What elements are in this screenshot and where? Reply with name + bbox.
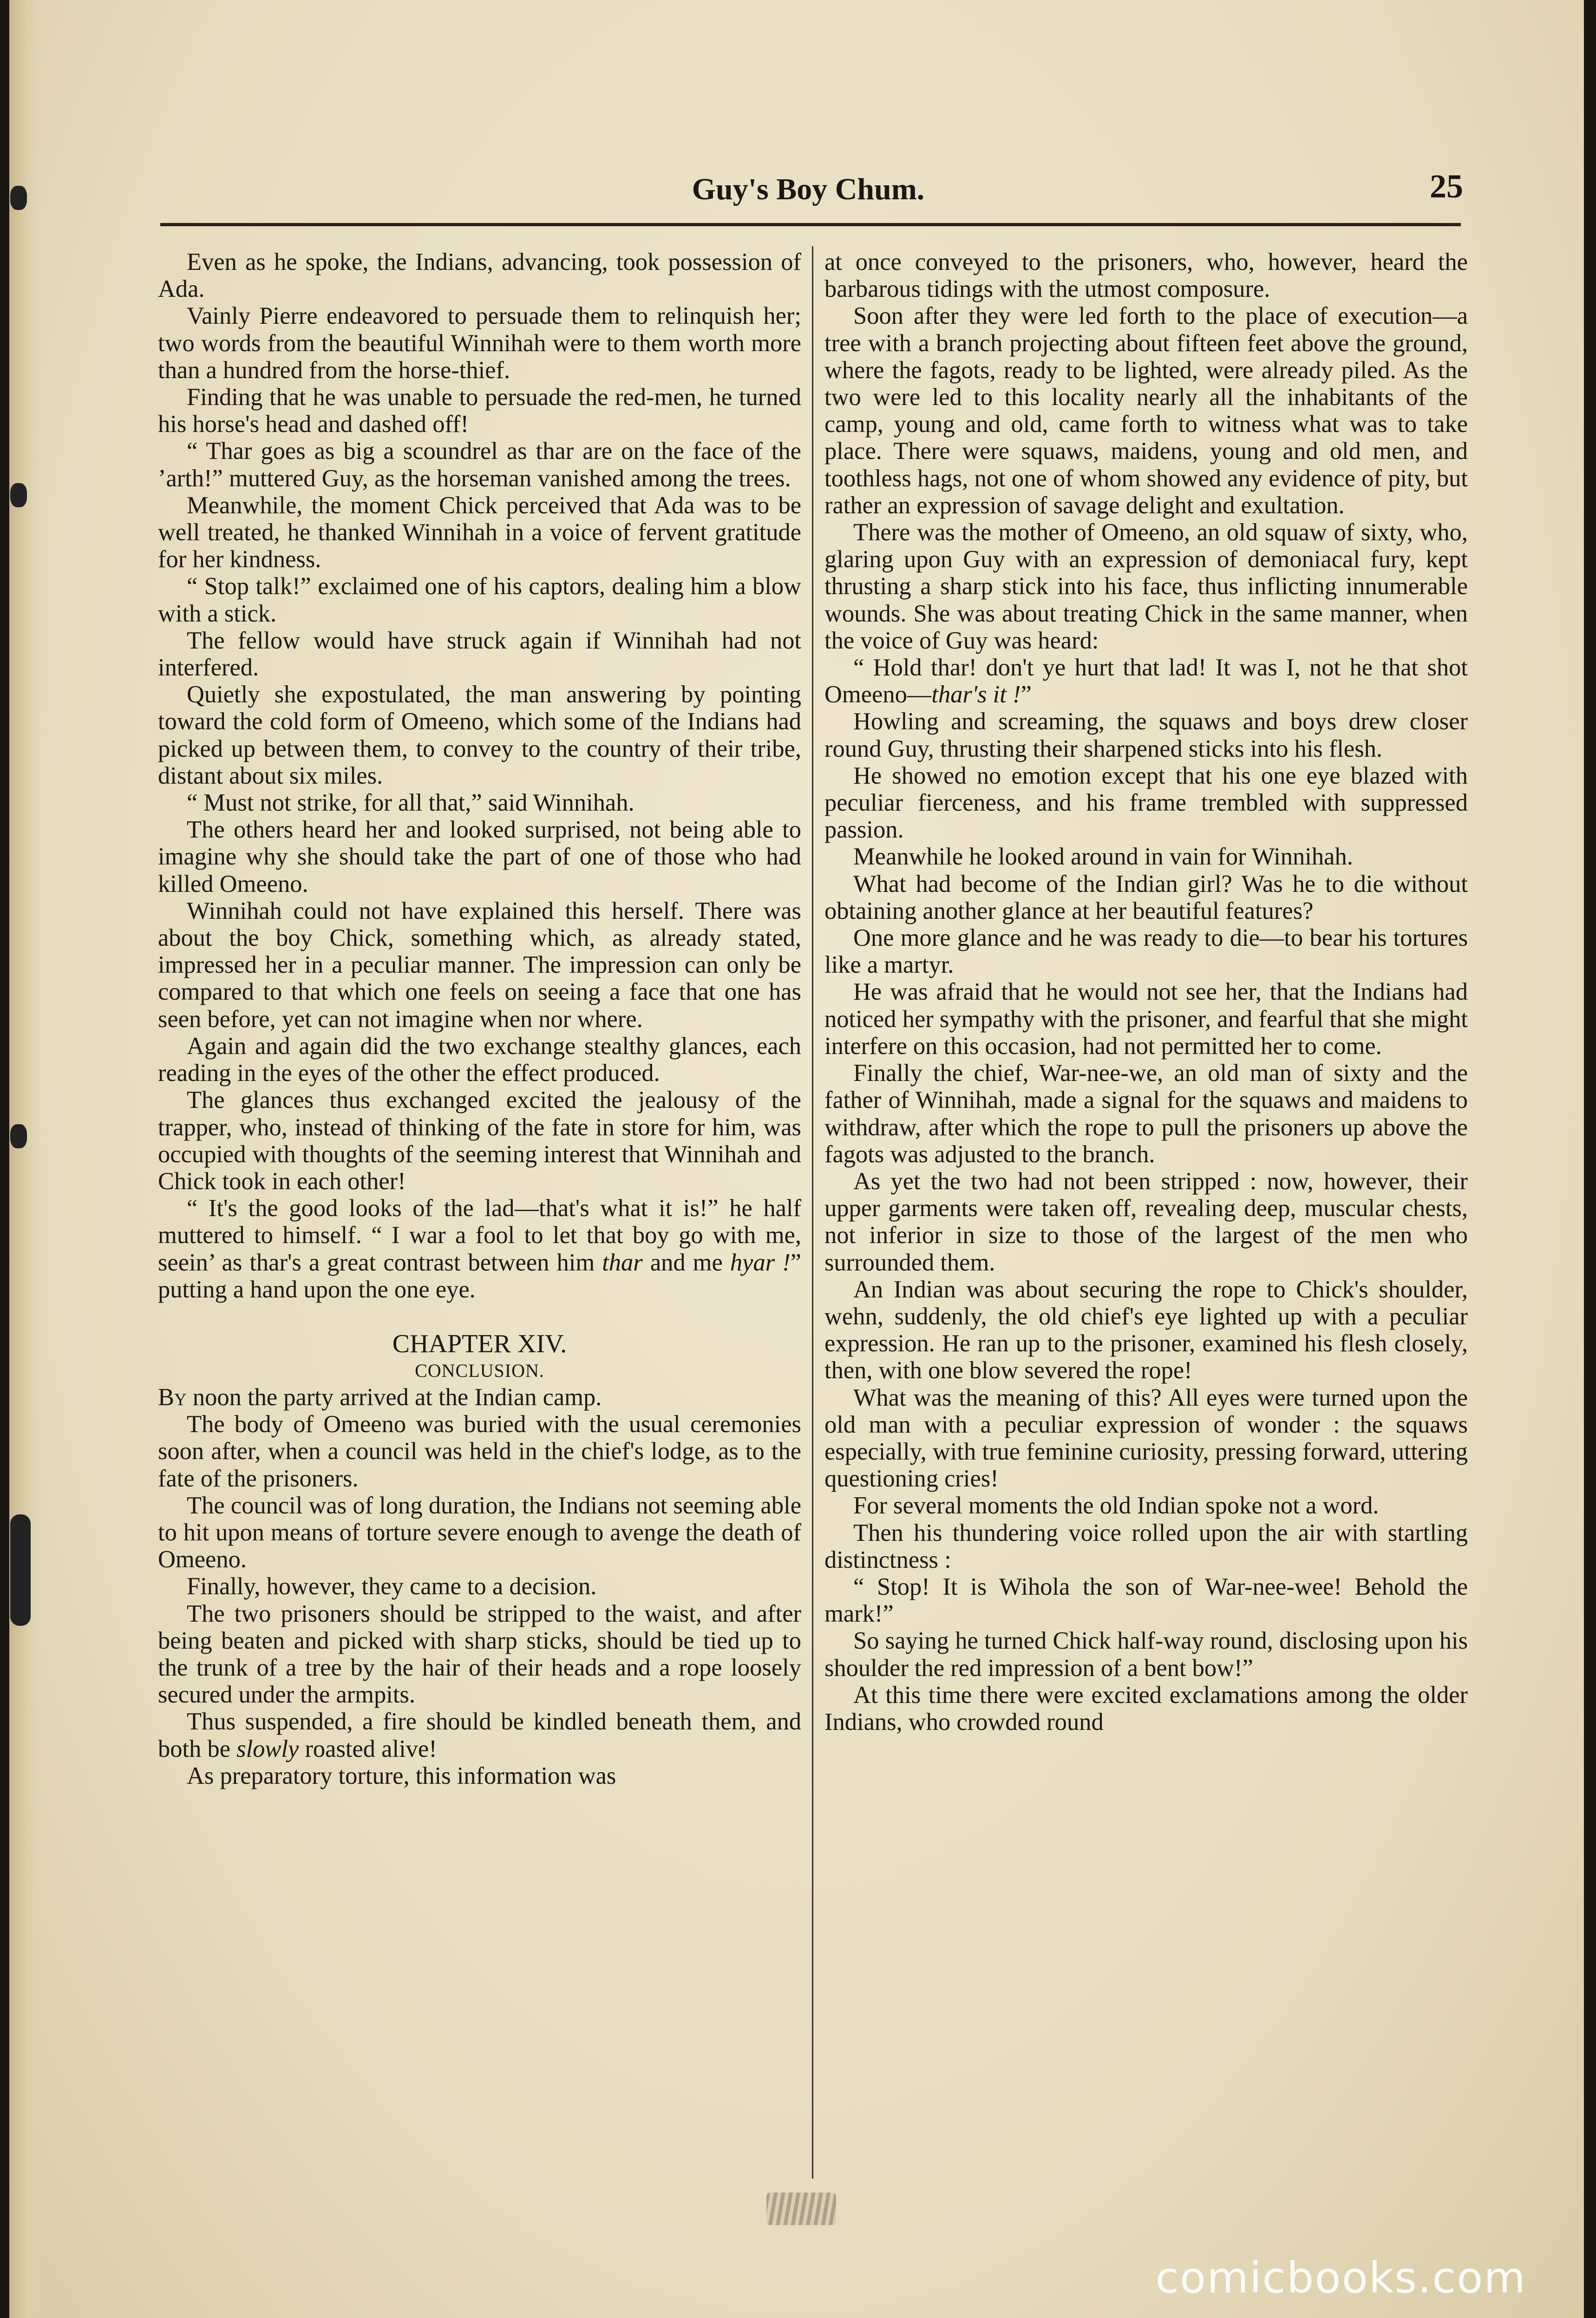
paragraph: As yet the two had not been stripped : now, however, their upper garments were taken off, revealing deep, muscular chests, not inferior in size to those of the largest of the men who surrounded them. — [824, 1167, 1468, 1276]
paragraph: What was the meaning of this? All eyes were turned upon the old man with a peculiar expression of wonder : the squaws especially, with true feminine curiosity, pressing forward, uttering questioning cries! — [824, 1384, 1468, 1493]
right-text-column — [824, 249, 1468, 2176]
paragraph: “ Thar goes as big a scoundrel as thar are on the face of the ’arth!” muttered Guy, as the horseman vanished among the trees. — [158, 438, 801, 492]
page-number: 25 — [1430, 168, 1463, 205]
column-divider — [812, 246, 813, 2179]
paragraph: Thus suspended, a fire should be kindled beneath them, and both be slowly roasted alive! — [158, 1708, 801, 1762]
paragraph: Then his thundering voice rolled upon the air with startling distinctness : — [824, 1519, 1468, 1573]
binding-hole — [10, 186, 27, 210]
paragraph: The council was of long duration, the Indians not seeming able to hit upon means of torture severe enough to avenge the death of Omeeno. — [158, 1492, 801, 1573]
paragraph: Finding that he was unable to persuade the red-men, he turned his horse's head and dashed off! — [158, 384, 801, 438]
left-paragraphs-after-chapter — [158, 1411, 801, 1708]
paragraph: Finally the chief, War-nee-we, an old man of sixty and the father of Winnihah, made a signal for the squaws and maidens to withdraw, after which the rope to pull the prisoners up above the fagots was adjusted to the branch. — [824, 1060, 1468, 1168]
paragraph: The glances thus exchanged excited the jealousy of the trapper, who, instead of thinking of the fate in store for him, was occupied with thoughts of the seeming interest that Winnihah and Chick took in each other! — [158, 1087, 801, 1195]
page-header — [158, 167, 1463, 218]
paragraph: “ Must not strike, for all that,” said Winnihah. — [187, 789, 634, 817]
continued-paragraph: at once conveyed to the prisoners, who, however, heard the barbarous tidings with the utmost composure. — [824, 249, 1468, 303]
binding-tear — [10, 1514, 31, 1626]
paragraph: There was the mother of Omeeno, an old squaw of sixty, who, glaring upon Guy with an expression of demoniacal fury, kept thrusting a sharp stick into his face, thus inflicting innumerable wounds. She was about treating Chick in the same manner, when the voice of Guy was heard: — [824, 519, 1468, 654]
paragraph: For several moments the old Indian spoke not a word. — [853, 1492, 1379, 1519]
paragraph: At this time there were excited exclamations among the older Indians, who crowded round — [824, 1681, 1468, 1735]
chapter-opening-paragraph: By noon the party arrived at the Indian camp. — [158, 1383, 602, 1411]
binding-hole — [10, 1124, 27, 1148]
paragraph: So saying he turned Chick half-way round, disclosing upon his shoulder the red impression of a bent bow!” — [824, 1627, 1468, 1682]
printer-mark — [766, 2193, 836, 2225]
paragraph: Finally, however, they came to a decision. — [187, 1573, 597, 1600]
right-paragraphs-a — [824, 302, 1468, 654]
paragraph: Howling and screaming, the squaws and boys drew closer round Guy, thrusting their sharpened sticks into his flesh. — [824, 708, 1468, 762]
paragraph: He showed no emotion except that his one eye blazed with peculiar fierceness, and his frame trembled with suppressed passion. — [824, 762, 1468, 844]
paragraph: Meanwhile, the moment Chick perceived that Ada was to be well treated, he thanked Winnihah in a voice of fervent gratitude for her kindness. — [158, 491, 801, 573]
paragraph: Soon after they were led forth to the place of execution—a tree with a branch projecting about fifteen feet above the ground, where the fagots, ready to be lighted, were already piled. As the two were led to this locality nearly all the inhabitants of the camp, young and old, came forth to witness what was to take place. There were squaws, maidens, young and old men, and toothless hags, not one of whom showed any evidence of pity, but rather an expression of savage delight and exultation. — [824, 302, 1468, 519]
page-left-edge — [9, 0, 42, 2318]
paragraph: What had become of the Indian girl? Was he to die without obtaining another glance at her beautiful features? — [824, 870, 1468, 924]
paragraph: “ Stop! It is Wihola the son of War-nee-wee! Behold the mark!” — [824, 1573, 1468, 1628]
paragraph: Again and again did the two exchange stealthy glances, each reading in the eyes of the other the effect produced. — [158, 1032, 801, 1087]
paragraph: He was afraid that he would not see her, that the Indians had noticed her sympathy with the prisoner, and fearful that she might interfere on this occasion, had not permitted her to come. — [824, 978, 1468, 1060]
running-title: Guy's Boy Chum. — [692, 172, 925, 206]
right-paragraphs-b — [824, 708, 1468, 1735]
paragraph: The body of Omeeno was buried with the usual ceremonies soon after, when a council was held in the chief's lodge, as to the fate of the prisoners. — [158, 1411, 801, 1492]
watermark: comicbooks.com — [1155, 2253, 1526, 2303]
paragraph: The two prisoners should be stripped to the waist, and after being beaten and picked with sharp sticks, should be tied up to the trunk of a tree by the hair of their heads and a rope loosely secured under the armpits. — [158, 1600, 801, 1709]
left-paragraphs-before-chapter — [158, 249, 801, 1195]
paragraph: One more glance and he was ready to die—to bear his tortures like a martyr. — [824, 924, 1468, 979]
paragraph: Vainly Pierre endeavored to persuade them to relinquish her; two words from the beautiful Winnihah were to them worth more than a hundred from the horse-thief. — [158, 302, 801, 384]
chapter-subtitle: CONCLUSION. — [415, 1360, 544, 1381]
paragraph: Quietly she expostulated, the man answering by pointing toward the cold form of Omeeno, which some of the Indians had picked up between them, to convey to the country of their tribe, distant about six miles. — [158, 681, 801, 789]
left-text-column — [158, 249, 801, 2176]
paragraph: “ Stop talk!” exclaimed one of his captors, dealing him a blow with a stick. — [158, 573, 801, 627]
paragraph: As preparatory torture, this information was — [187, 1762, 616, 1789]
chapter-title: CHAPTER XIV. — [392, 1329, 567, 1358]
paragraph: The others heard her and looked surprised, not being able to imagine why she should take the part of one of those who had killed Omeeno. — [158, 816, 801, 897]
paragraph: The fellow would have struck again if Winnihah had not interfered. — [158, 627, 801, 681]
paragraph: Even as he spoke, the Indians, advancing, took possession of Ada. — [158, 249, 801, 303]
paragraph: Meanwhile he looked around in vain for Winnihah. — [853, 843, 1353, 871]
paragraph: An Indian was about securing the rope to Chick's shoulder, wehn, suddenly, the old chief's eye lighted up with a peculiar expression. He ran up to the prisoner, examined his flesh closely, then, with one blow severed the rope! — [824, 1276, 1468, 1384]
header-rule — [160, 223, 1461, 226]
paragraph: “ Hold thar! don't ye hurt that lad! It was I, not he that shot Omeeno—thar's it !” — [824, 654, 1468, 708]
paragraph: Winnihah could not have explained this herself. There was about the boy Chick, something which, as already stated, impressed her in a peculiar manner. The impression can only be compared to that which one feels on seeing a face that one has seen before, yet can not imagine when nor where. — [158, 897, 801, 1033]
paragraph: “ It's the good looks of the lad—that's what it is!” he half muttered to himself. “ I war a fool to let that boy go with me, seein’ as thar's a great contrast between him thar and me hyar !” putting a hand upon the one eye. — [158, 1195, 801, 1303]
binding-hole — [10, 483, 27, 507]
